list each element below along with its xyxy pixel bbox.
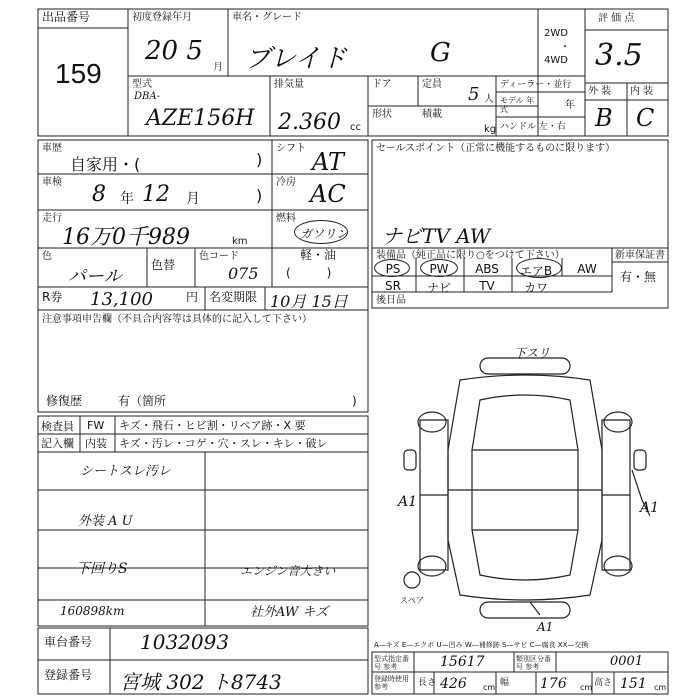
equip-aw: AW	[577, 262, 597, 276]
entry-label: 記入欄	[41, 437, 74, 450]
repair-label: 修復歴	[46, 394, 83, 408]
handle-label: ハンドル 左・右	[500, 122, 566, 132]
model-label: 型式	[132, 79, 152, 90]
fw-text: キズ・飛石・ヒビ割・リペア跡・X 要	[119, 419, 306, 432]
category-value: 0001	[610, 654, 644, 669]
displacement-label: 排気量	[274, 79, 304, 90]
inspection-label: 車検	[42, 177, 62, 188]
equip-abs: ABS	[475, 262, 499, 276]
spare-label: スペア	[400, 596, 424, 605]
ac-label: 冷房	[276, 177, 296, 188]
shape-label: 形状	[372, 109, 392, 120]
plate-value: 宮城 302 ト8743	[120, 670, 282, 694]
interior-label: 内 装	[630, 86, 654, 97]
dealer-label: ディーラー・並行	[500, 80, 572, 90]
rear-seat-label: 後日品	[376, 295, 406, 306]
color-code-label: 色コード	[199, 251, 239, 262]
registration-label: 登録時使用 参考	[374, 675, 409, 691]
car-damage-diagram	[380, 340, 680, 630]
fuel-circle	[294, 220, 348, 244]
sales-point-value: ナビTV AW	[382, 224, 491, 248]
length-label: 長さ	[418, 678, 437, 688]
model-value: AZE156H	[146, 106, 255, 131]
equipment-grid	[372, 258, 612, 294]
fuel-label: 燃料	[276, 213, 296, 224]
note-6: 社外AW キズ	[250, 605, 329, 620]
interior-text: キズ・汚レ・コゲ・穴・スレ・キレ・破レ	[119, 437, 328, 450]
diagram-bottom-note: A1	[537, 620, 554, 634]
equip-ps: PS	[385, 262, 401, 276]
warranty-label: 新車保証書	[615, 250, 665, 261]
drive-2wd: 2WD	[544, 28, 568, 39]
width-label: 幅	[500, 678, 510, 688]
diagram-left-note: A1	[398, 494, 418, 510]
history-close: )	[256, 150, 263, 169]
equip-sr: SR	[385, 279, 401, 293]
fuel-diesel: 軽・油	[300, 248, 337, 262]
equip-kawa: カワ	[523, 281, 548, 295]
name-change-label: 名変期限	[209, 290, 258, 304]
exterior-value: B	[595, 104, 613, 132]
capacity-unit: 人	[484, 94, 494, 105]
ac-value: AC	[310, 180, 346, 208]
name-change-value: 10月 15日	[270, 292, 348, 311]
mileage-label: 走行	[42, 213, 62, 224]
mileage-value: 16万0千989	[62, 225, 190, 250]
height-value: 151	[620, 676, 647, 692]
equip-pw: PW	[429, 262, 449, 276]
first-reg-label: 初度登録年月	[132, 12, 192, 23]
note-3: 下回りS	[76, 561, 128, 577]
history-value: 自家用・(	[70, 155, 141, 174]
drive-separator: ・	[560, 42, 570, 53]
model-prefix: DBA-	[134, 91, 160, 102]
grade-value: G	[430, 38, 451, 68]
model-code-label: 型式指定番号 参考	[374, 655, 409, 671]
shift-value: AT	[312, 148, 345, 176]
height-unit: cm	[654, 683, 667, 692]
note-4: エンジン音大きい	[240, 564, 336, 578]
fuel-value: ガソリン	[300, 227, 349, 241]
r-unit: 円	[186, 290, 199, 304]
mileage-unit: km	[232, 236, 248, 247]
length-unit: cm	[483, 683, 496, 692]
color-value: パール	[68, 266, 122, 287]
inspection-year-unit: 年	[120, 191, 134, 207]
plate-label: 登録番号	[44, 668, 93, 682]
first-reg-value: 20 5	[145, 36, 203, 66]
doors-label: ドア	[372, 79, 392, 90]
sales-point-label: セールスポイント（正常に機能するものに限ります）	[376, 143, 616, 154]
chassis-label: 車台番号	[44, 635, 93, 649]
model-year-unit: 年	[565, 100, 575, 111]
car-name-label: 車名・グレード	[232, 12, 302, 23]
warranty-value: 有・無	[620, 270, 657, 284]
diagram-right-note: A1	[640, 500, 660, 516]
notes-label: 注意事項申告欄（不具合内容等は具体的に記入して下さい）	[42, 314, 312, 325]
width-value: 176	[540, 676, 567, 692]
color-change-label: 色替	[151, 258, 176, 272]
fw-label: FW	[87, 419, 105, 432]
exterior-label: 外 装	[588, 86, 612, 97]
repair-close: )	[352, 394, 357, 408]
note-5: 160898km	[60, 604, 125, 618]
lot-number: 159	[55, 58, 102, 89]
chassis-value: 1032093	[140, 630, 230, 654]
history-label: 車歴	[42, 143, 62, 154]
equip-airbag: エアB	[519, 264, 553, 278]
color-label: 色	[42, 251, 52, 262]
inspection-close: )	[256, 186, 263, 205]
note-2: 外装 A U	[78, 514, 133, 529]
model-code-value: 15617	[440, 654, 485, 670]
repair-value: 有（箇所	[118, 394, 167, 408]
model-year-label: モデル 年式	[500, 96, 535, 114]
displacement-unit: cc	[350, 122, 361, 133]
car-name-value: ブレイド	[245, 44, 347, 74]
inspection-month-unit: 月	[186, 191, 200, 207]
r-value: 13,100	[90, 289, 153, 310]
height-label: 高さ	[594, 678, 613, 688]
equipment-label: 装備品（純正品に限り○をつけて下さい）	[376, 250, 565, 261]
capacity-label: 定員	[422, 79, 442, 90]
score-label: 評 価 点	[598, 13, 635, 24]
r-label: R券	[42, 290, 63, 304]
load-label: 積載	[422, 109, 442, 120]
damage-legend: A—キズ E—エクボ U—凹み W—補修跡 S—サビ C—腐食 XX—交換	[374, 641, 589, 649]
interior-value: C	[636, 104, 655, 132]
equip-tv: TV	[479, 279, 495, 293]
displacement-value: 2.360	[278, 110, 341, 135]
inspection-month: 12	[142, 182, 170, 207]
width-unit: cm	[580, 683, 593, 692]
capacity-value: 5	[468, 84, 480, 105]
first-reg-month-unit: 月	[213, 62, 223, 73]
inspector-interior-label: 内装	[85, 437, 107, 450]
color-code-value: 075	[228, 264, 259, 283]
score-value: 3.5	[595, 38, 643, 73]
inspector-label: 検査員	[41, 420, 74, 433]
inspection-year: 8	[92, 182, 106, 207]
load-unit: kg	[484, 124, 497, 135]
lot-label: 出品番号	[42, 10, 91, 24]
equip-navi: ナビ	[426, 281, 451, 295]
fuel-paren: ( )	[286, 266, 332, 280]
category-label: 類別区分番号 参考	[516, 655, 551, 671]
diagram-top-note: 下スリ	[514, 346, 551, 360]
note-1: シートスレ汚レ	[80, 464, 171, 479]
shift-label: シフト	[276, 143, 306, 154]
length-value: 426	[440, 676, 467, 692]
drive-4wd: 4WD	[544, 55, 568, 66]
